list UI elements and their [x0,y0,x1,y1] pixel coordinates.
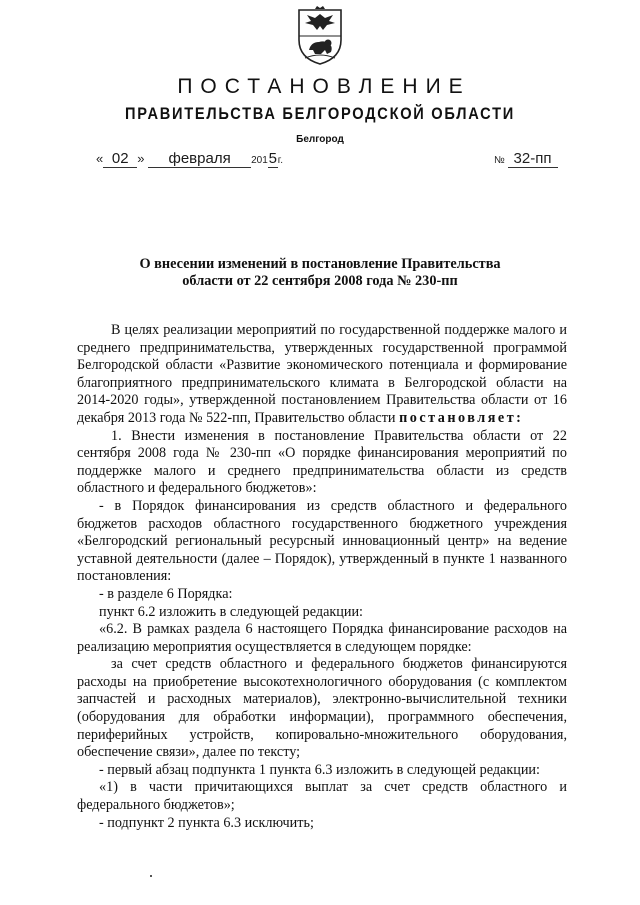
issuing-authority: ПРАВИТЕЛЬСТВА БЕЛГОРОДСКОЙ ОБЛАСТИ [125,104,515,123]
document-type-heading: ПОСТАНОВЛЕНИЕ [177,75,471,98]
date-day: 02 [103,150,137,168]
number-value: 32-пп [508,150,558,168]
title-line-1: О внесении изменений в постановление Правительства [139,256,501,272]
document-date [96,150,283,168]
scan-speck [150,875,152,877]
paragraph-section-6: - в разделе 6 Порядка: [99,585,233,602]
preamble-text: В целях реализации мероприятий по государственной поддержке малого и среднего предпринимательства, утвержденных государственной программой Белгородской области «Развитие экономического потенциала и формирование благоприятного предпринимательского климата в Белгородской области на 2014-2020 годы», утвержденной постановлением Правительства области от 16 декабря 2013 года № 522-пп, Правительство области [77,322,567,426]
date-year-unit: г. [277,155,283,166]
title-line-2: области от 22 сентября 2008 года № 230-пп [182,273,458,289]
document-body [77,322,567,832]
paragraph-preamble [77,322,567,428]
date-year-suffix: 5 [268,150,277,167]
resolves-keyword: постановляет: [399,409,524,426]
belgorod-coat-of-arms-icon [295,6,345,66]
city-name: Белгород [296,134,344,145]
paragraph-procedure: - в Порядок финансирования из средств областного и федерального бюджетов расходов областного государственного бюджетного учреждения «Белгородский региональный ресурсный инновационный центр» на ведение уставной деятельности (далее – Порядок), утвержденный в пункте 1 названного постановления: [77,497,567,585]
paragraph-subpoint-2: - подпункт 2 пункта 6.3 исключить; [99,814,314,831]
document-title [80,256,560,290]
paragraph-subpoint-1-text: «1) в части причитающихся выплат за счет средств областного и федерального бюджетов»; [77,779,567,814]
paragraph-item-1: 1. Внести изменения в постановление Правительства области от 22 сентября 2008 года № 230-пп «О порядке финансирования мероприятий по поддержке малого и среднего предпринимательства области из средств областного и федерального бюджетов»: [77,427,567,497]
date-year-prefix: 201 [251,155,268,166]
date-open-quote: « [96,151,104,166]
document-number [494,150,558,168]
paragraph-point-6-2: пункт 6.2 изложить в следующей редакции: [99,603,363,620]
date-month: февраля [148,150,251,168]
paragraph-funding: за счет средств областного и федерального бюджетов финансируются расходы на приобретение высокотехнологичного оборудования (с комплектом запчастей и расходных материалов), электронно-вычислительной техники (оборудования для обработки информации), программного обеспечения, периферийных устройств, копировально-множительного оборудования, обеспечение связи», далее по тексту; [77,656,567,761]
date-close-quote: » [137,151,145,166]
paragraph-subpoint-1: - первый абзац подпункта 1 пункта 6.3 изложить в следующей редакции: [99,761,540,778]
paragraph-quote-6-2: «6.2. В рамках раздела 6 настоящего Порядка финансирование расходов на реализацию мероприятия осуществляется в следующем порядке: [77,621,567,655]
number-prefix: № [494,155,505,166]
